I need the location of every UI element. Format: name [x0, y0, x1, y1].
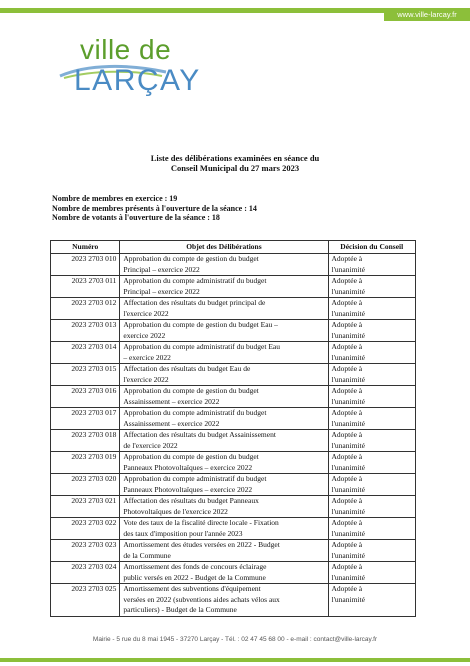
row-objet [120, 518, 328, 540]
decision-line: Adoptée à [331, 386, 363, 395]
objet-line: Affectation des résultats du budget principal de [123, 298, 266, 307]
row-objet [120, 254, 328, 276]
row-decision [328, 496, 416, 518]
row-objet [120, 584, 328, 617]
table-row [51, 342, 416, 364]
table-row [51, 386, 416, 408]
objet-line: l'exercice 2022 [123, 308, 169, 318]
table-row [51, 540, 416, 562]
member-counts [52, 194, 257, 223]
row-number: 2023 2703 024 [51, 562, 120, 584]
row-objet [120, 452, 328, 474]
decision-line: Adoptée à [331, 408, 363, 417]
decision-line: l'unanimité [331, 308, 365, 318]
row-number: 2023 2703 011 [51, 276, 120, 298]
row-number: 2023 2703 018 [51, 430, 120, 452]
decision-line: Adoptée à [331, 584, 363, 593]
objet-line: exercice 2022 [123, 330, 166, 340]
row-decision [328, 452, 416, 474]
decision-line: Adoptée à [331, 518, 363, 527]
row-decision [328, 342, 416, 364]
header-decision: Décision du Conseil [328, 241, 416, 254]
row-objet [120, 320, 328, 342]
decision-line: l'unanimité [331, 506, 365, 516]
row-decision [328, 540, 416, 562]
decision-line: l'unanimité [331, 440, 365, 450]
objet-line: Affectation des résultats du budget Assainissement [123, 430, 276, 439]
decision-line: l'unanimité [331, 330, 365, 340]
header-objet: Objet des Délibérations [120, 241, 328, 254]
decision-line: l'unanimité [331, 286, 365, 296]
row-decision [328, 430, 416, 452]
decision-line: l'unanimité [331, 352, 365, 362]
row-objet [120, 474, 328, 496]
row-objet [120, 540, 328, 562]
objet-line: public versés en 2022 - Budget de la Commune [123, 572, 266, 582]
row-decision [328, 584, 416, 617]
decision-line: l'unanimité [331, 528, 365, 538]
table-row [51, 584, 416, 617]
table-row [51, 254, 416, 276]
objet-line: Approbation du compte de gestion du budget [123, 254, 259, 263]
row-decision [328, 254, 416, 276]
decision-line: l'unanimité [331, 572, 365, 582]
website-url[interactable]: www.ville-larcay.fr [384, 9, 470, 21]
logo-text-larcay: LARÇAY [74, 64, 201, 97]
row-decision [328, 518, 416, 540]
objet-line: des taux d'imposition pour l'année 2023 [123, 528, 243, 538]
row-number: 2023 2703 016 [51, 386, 120, 408]
objet-line: Panneaux Photovoltaïques – exercice 2022 [123, 484, 253, 494]
title-line-1: Liste des délibérations examinées en séance du [150, 153, 320, 163]
table-row [51, 320, 416, 342]
row-objet [120, 342, 328, 364]
objet-line: Vote des taux de la fiscalité directe locale - Fixation [123, 518, 279, 527]
row-number: 2023 2703 019 [51, 452, 120, 474]
objet-line: Approbation du compte de gestion du budget [123, 386, 259, 395]
table-row [51, 298, 416, 320]
objet-line: versées en 2022 (subventions aides achats vélos aux [123, 594, 280, 604]
table-row [51, 496, 416, 518]
objet-line: Amortissement des fonds de concours éclairage [123, 562, 267, 571]
decision-line: Adoptée à [331, 298, 363, 307]
row-number: 2023 2703 023 [51, 540, 120, 562]
row-number: 2023 2703 013 [51, 320, 120, 342]
table-header-row [51, 241, 416, 254]
row-objet [120, 408, 328, 430]
objet-line: Approbation du compte administratif du budget [123, 474, 267, 483]
row-objet [120, 298, 328, 320]
row-decision [328, 562, 416, 584]
decision-line: Adoptée à [331, 430, 363, 439]
decision-line: Adoptée à [331, 452, 363, 461]
decision-line: l'unanimité [331, 396, 365, 406]
document-title [0, 153, 470, 173]
objet-line: Approbation du compte administratif du budget Eau [123, 342, 281, 351]
table-row [51, 562, 416, 584]
table-row [51, 430, 416, 452]
row-number: 2023 2703 012 [51, 298, 120, 320]
row-number: 2023 2703 021 [51, 496, 120, 518]
row-decision [328, 298, 416, 320]
objet-line: Principal – exercice 2022 [123, 286, 200, 296]
objet-line: de l'exercice 2022 [123, 440, 178, 450]
table-row [51, 474, 416, 496]
decision-line: Adoptée à [331, 320, 363, 329]
objet-line: particuliers) - Budget de la Commune [123, 605, 237, 614]
row-number: 2023 2703 025 [51, 584, 120, 617]
objet-line: Assainissement – exercice 2022 [123, 418, 220, 428]
objet-line: l'exercice 2022 [123, 374, 169, 384]
objet-line: Approbation du compte administratif du budget [123, 408, 267, 417]
objet-line: de la Commune [123, 550, 171, 560]
title-line-2: Conseil Municipal du 27 mars 2023 [170, 163, 300, 173]
objet-line: Approbation du compte administratif du budget [123, 276, 267, 285]
town-logo [58, 34, 201, 106]
count-members: Nombre de membres en exercice : 19 [52, 194, 178, 203]
decision-line: l'unanimité [331, 594, 365, 604]
row-number: 2023 2703 014 [51, 342, 120, 364]
decision-line: Adoptée à [331, 276, 363, 285]
row-number: 2023 2703 022 [51, 518, 120, 540]
count-voters: Nombre de votants à l'ouverture de la séance : 18 [52, 213, 220, 222]
decision-line: Adoptée à [331, 562, 363, 571]
decision-line: l'unanimité [331, 550, 365, 560]
decision-line: l'unanimité [331, 484, 365, 494]
count-present: Nombre de membres présents à l'ouverture de la séance : 14 [52, 203, 257, 213]
decision-line: l'unanimité [331, 418, 365, 428]
decision-line: l'unanimité [331, 374, 365, 384]
deliberations-table [50, 240, 416, 617]
objet-line: Assainissement – exercice 2022 [123, 396, 220, 406]
row-number: 2023 2703 015 [51, 364, 120, 386]
table-row [51, 364, 416, 386]
objet-line: Photovoltaïques de l'exercice 2022 [123, 506, 228, 516]
objet-line: Affectation des résultats du budget Eau de [123, 364, 251, 373]
row-decision [328, 364, 416, 386]
table-row [51, 518, 416, 540]
footer-address: Mairie - 5 rue du 8 mai 1945 - 37270 Larçay - Tél. : 02 47 45 68 00 - e-mail : contact@ville-larcay.fr [92, 636, 378, 643]
decision-line: Adoptée à [331, 474, 363, 483]
row-number: 2023 2703 010 [51, 254, 120, 276]
row-objet [120, 386, 328, 408]
decision-line: l'unanimité [331, 462, 365, 472]
row-number: 2023 2703 017 [51, 408, 120, 430]
row-decision [328, 320, 416, 342]
row-decision [328, 408, 416, 430]
table-row [51, 408, 416, 430]
decision-line: Adoptée à [331, 342, 363, 351]
objet-line: Amortissement des études versées en 2022 - Budget [123, 540, 280, 549]
row-decision [328, 474, 416, 496]
decision-line: Adoptée à [331, 496, 363, 505]
row-number: 2023 2703 020 [51, 474, 120, 496]
objet-line: Approbation du compte de gestion du budget [123, 452, 259, 461]
objet-line: Panneaux Photovoltaïques – exercice 2022 [123, 462, 253, 472]
row-objet [120, 430, 328, 452]
row-objet [120, 496, 328, 518]
row-decision [328, 276, 416, 298]
objet-line: Amortissement des subventions d'équipement [123, 584, 261, 593]
table-row [51, 276, 416, 298]
row-decision [328, 386, 416, 408]
row-objet [120, 562, 328, 584]
header-numero: Numéro [51, 241, 120, 254]
objet-line: Affectation des résultats du budget Panneaux [123, 496, 259, 505]
table-row [51, 452, 416, 474]
decision-line: l'unanimité [331, 264, 365, 274]
decision-line: Adoptée à [331, 254, 363, 263]
row-objet [120, 276, 328, 298]
objet-line: – exercice 2022 [123, 352, 171, 362]
decision-line: Adoptée à [331, 540, 363, 549]
decision-line: Adoptée à [331, 364, 363, 373]
objet-line: Approbation du compte de gestion du budget Eau – [123, 320, 278, 329]
footer-bar [0, 658, 470, 662]
row-objet [120, 364, 328, 386]
objet-line: Principal – exercice 2022 [123, 264, 200, 274]
logo-text-ville-de: ville de [80, 34, 172, 65]
